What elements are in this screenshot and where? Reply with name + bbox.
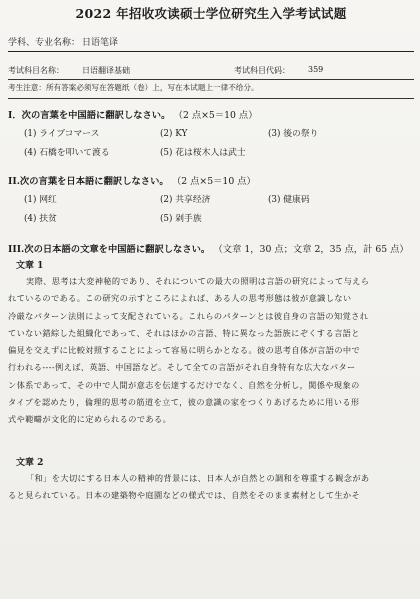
text2-paragraph — [8, 470, 414, 505]
line-text: 実際、思考は大変神秘的であり、それについての最大の照明は言語の研究によって与えら — [26, 276, 370, 286]
major-row — [8, 35, 414, 48]
paragraph-line: 式や範疇が文化的に定められるのである。 — [8, 414, 172, 425]
paragraph-line: ていない錯綜した組織化であって、それはほかの言語、特に異なった語族にぞくする言語と — [8, 327, 360, 338]
section1-points: （2 点×5＝10 点） — [173, 110, 258, 121]
list-item: (1) 网红 — [24, 195, 57, 205]
code-label: 考试科目代码： — [234, 66, 290, 75]
list-item: (3) 健康码 — [268, 195, 310, 205]
section2-points: （2 点×5＝10 点） — [171, 176, 256, 187]
major-label: 学科、专业名称： — [8, 38, 81, 48]
paragraph-line — [8, 470, 414, 487]
divider-top — [8, 51, 414, 52]
section2-items — [24, 191, 414, 229]
section1-heading — [8, 107, 414, 121]
list-item: (4) 石橋を叩いて渡る — [24, 148, 110, 158]
section2-title: II.次の言葉を日本語に翻訳しなさい。 — [8, 176, 169, 187]
subject-label: 考试科目名称： — [8, 66, 64, 75]
paragraph-line: 冷厳なパターン法則によって支配されている。これらのパターンとは彼自身の言語の知覚され — [8, 310, 369, 321]
exam-title: 2022 年招收攻读硕士学位研究生入学考试试题 — [75, 6, 347, 21]
divider-mid — [8, 79, 414, 80]
list-item: (5) 剁手族 — [160, 214, 202, 224]
paragraph-line: れているのである。この研究の示すところによれば、ある人の思考形態は彼が意識しない — [8, 293, 352, 304]
text2-label: 文章 2 — [16, 457, 44, 468]
section3-title: III.次の日本語の文章を中国語に翻訳しなさい。 — [8, 244, 211, 255]
text1-paragraph — [8, 273, 414, 429]
section1-items — [24, 125, 414, 163]
paragraph-line: 偏見を交えずに比較対照することによって容易に明らかとなる。彼の思考自体が言語の中で — [8, 345, 361, 356]
subject-value: 日语翻译基础 — [82, 66, 130, 75]
list-item: (3) 後の祭り — [268, 129, 319, 139]
paragraph-line — [8, 273, 414, 290]
exam-note: 考生注意：所有答案必须写在答题纸（卷）上，写在本试题上一律不给分。 — [8, 83, 259, 92]
paragraph-line: ン体系であって、その中で人間が意志を伝達するだけでなく、自然を分析し，関係や現象の — [8, 379, 360, 390]
text1-label: 文章 1 — [16, 261, 44, 271]
paragraph-line: 行われる----例えば、英語、中国語など。そして全ての言語がそれ自身特有な広大なパター — [8, 362, 356, 373]
list-item: (2) KY — [160, 129, 188, 139]
section3-heading — [8, 241, 414, 255]
section2-heading — [8, 173, 414, 187]
major-value: 日语笔译 — [82, 38, 119, 48]
section3-points: （文章 1，30 点；文章 2，35 点，計 65 点） — [213, 244, 409, 255]
divider-bottom — [8, 98, 414, 99]
list-item: (2) 共享经济 — [160, 195, 211, 205]
paragraph-line: ると見られている。日本の建築物や庭園などの様式では、自然をそのまま素材として生かそ — [8, 489, 361, 500]
list-item: (5) 花は桜木人は武士 — [160, 148, 246, 158]
list-item: (4) 扶贫 — [24, 214, 57, 224]
line-text: 「和」を大切にする日本人の精神的背景には、日本人が自然との調和を尊重する観念があ — [26, 472, 370, 483]
subject-row — [8, 65, 414, 76]
section1-title: I．次の言葉を中国語に翻訳しなさい。 — [8, 110, 171, 121]
list-item: (1) ライブコマース — [24, 129, 100, 139]
paragraph-line: タイプを認めたり，倫理的思考の筋道を立て，彼の意識の家をつくりあげるために用いる形 — [8, 397, 360, 408]
code-value: 359 — [308, 65, 324, 74]
